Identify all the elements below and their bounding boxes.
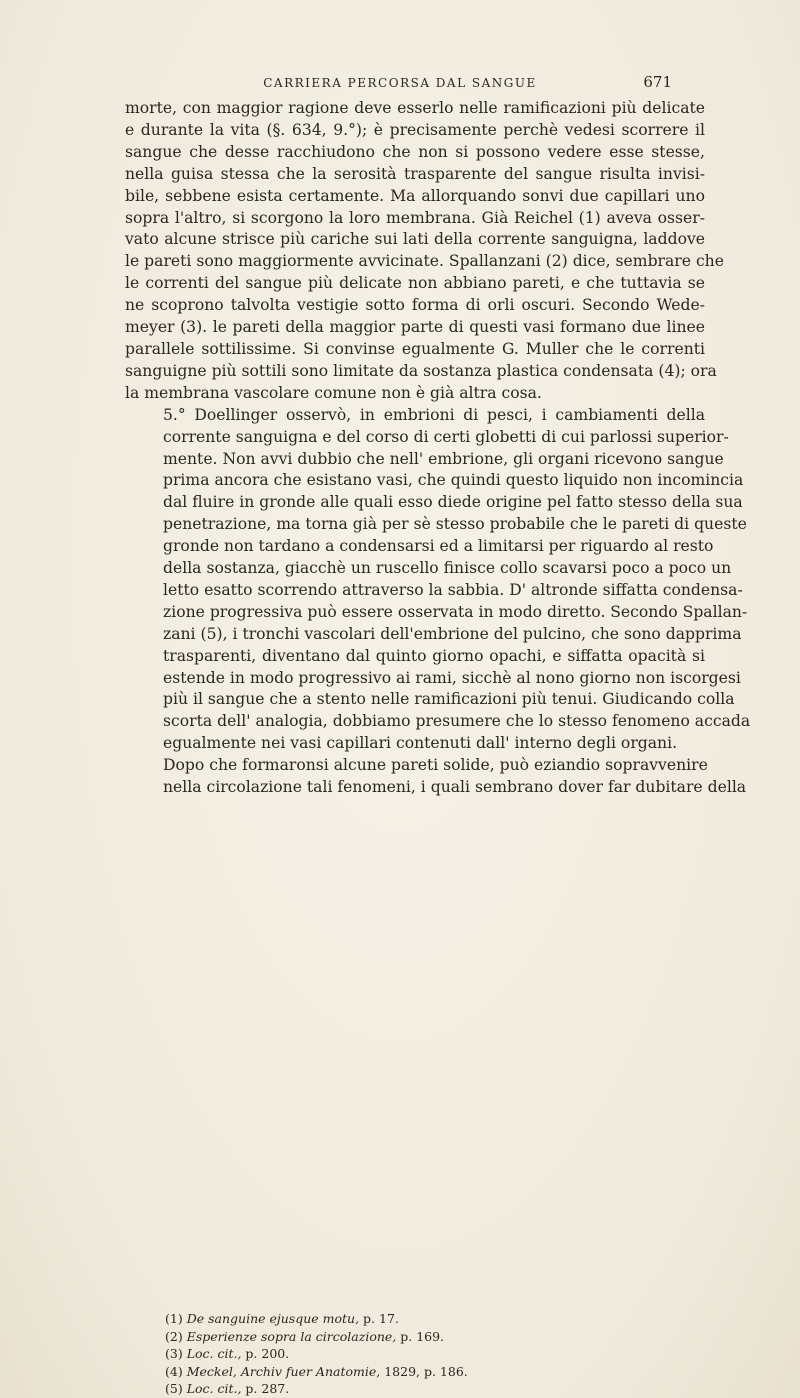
footnote-mark: (5) (165, 1381, 183, 1396)
text-line: sangue che desse racchiudono che non si possono vedere esse stesse, (125, 142, 705, 161)
footnote (165, 1363, 625, 1381)
footnote (165, 1310, 625, 1328)
running-head: CARRIERA PERCORSA DAL SANGUE (263, 76, 537, 90)
footnote (165, 1345, 625, 1363)
page-header (0, 73, 800, 96)
text-line: sanguigne più sottili sono limitate da sostanza plastica condensata (4); ora (125, 361, 717, 380)
text-line: egualmente nei vasi capillari contenuti dall' interno degli organi. (163, 734, 678, 753)
footnote-mark: (3) (165, 1346, 183, 1361)
footnote-mark: (4) (165, 1363, 183, 1379)
text-line: ne scoprono talvolta vestigie sotto forma di orli oscuri. Secondo Wede- (125, 296, 705, 315)
text-line: morte, con maggior ragione deve esserlo nelle ramificazioni più delicate (125, 99, 705, 117)
footnote-source: Esperienze sopra la circolazione, (186, 1328, 397, 1344)
text-line: zione progressiva può essere osservata in modo diretto. Secondo Spallan- (163, 602, 748, 621)
text-line: letto esatto scorrendo attraverso la sabbia. D' altronde siffatta condensa- (163, 580, 743, 599)
footnote-mark: (1) (165, 1311, 183, 1326)
text-line: penetrazione, ma torna già per sè stesso probabile che le pareti di queste (163, 515, 747, 534)
text-line: parallele sottilissime. Si convinse egualmente G. Muller che le correnti (125, 339, 705, 358)
text-line: trasparenti, diventano dal quinto giorno opachi, e siffatta opacità si (163, 646, 705, 665)
text-line: Dopo che formaronsi alcune pareti solide, può eziandio sopravvenire (163, 756, 708, 775)
text-line: gronde non tardano a condensarsi ed a limitarsi per riguardo al resto (163, 537, 714, 556)
text-line: prima ancora che esistano vasi, che quindi questo liquido non incomincia (163, 471, 744, 490)
text-line: bile, sebbene esista certamente. Ma allorquando sonvi due capillari uno (125, 186, 705, 205)
text-line: nella guisa stessa che la serosità trasparente del sangue risulta invisi- (125, 164, 705, 183)
footnote (165, 1380, 625, 1398)
footnote-reference: p. 17. (359, 1311, 399, 1326)
footnote-source: De sanguine ejusque motu, (186, 1311, 360, 1326)
footnote-reference: p. 169. (396, 1328, 445, 1344)
footnote-source: Meckel, Archiv fuer Anatomie, (186, 1363, 381, 1379)
text-line: la membrana vascolare comune non è già altra cosa. (125, 383, 542, 402)
text-line: della sostanza, giacchè un ruscello finisce collo scavarsi poco a poco un (163, 559, 732, 578)
footnote-mark: (2) (165, 1328, 183, 1344)
text-line: 5.° Doellinger osservò, in embrioni di pesci, i cambiamenti della (163, 405, 705, 424)
text-line: le correnti del sangue più delicate non abbiano pareti, e che tuttavia se (125, 274, 705, 293)
page-number: 671 (643, 73, 672, 91)
text-line: zani (5), i tronchi vascolari dell'embrione del pulcino, che sono dapprima (163, 624, 742, 643)
paragraph (125, 405, 751, 756)
footnote-reference: p. 287. (241, 1381, 290, 1396)
text-line: vato alcune strisce più cariche sui lati della corrente sanguigna, laddove (125, 230, 705, 249)
footnote-source: Loc. cit., (186, 1381, 242, 1396)
footnote (165, 1328, 625, 1346)
paragraph (125, 98, 724, 405)
text-line: sopra l'altro, si scorgono la loro membrana. Già Reichel (1) aveva osser- (125, 208, 705, 227)
text-line: scorta dell' analogia, dobbiamo presumere che lo stesso fenomeno accada (163, 712, 751, 731)
footnote-reference: p. 200. (241, 1346, 290, 1361)
text-line: mente. Non avvi dubbio che nell' embrione, gli organi ricevono sangue (163, 449, 724, 468)
text-line: le pareti sono maggiormente avvicinate. Spallanzani (2) dice, sembrare che (125, 252, 724, 271)
text-line: nella circolazione tali fenomeni, i quali sembrano dover far dubitare della (163, 778, 747, 797)
footnote-source: Loc. cit., (186, 1346, 242, 1361)
text-line: dal fluire in gronde alle quali esso diede origine pel fatto stesso della sua (163, 493, 743, 512)
footnotes (165, 1310, 625, 1398)
text-line: corrente sanguigna e del corso di certi globetti di cui parlossi superior- (163, 427, 729, 446)
paragraph (125, 755, 747, 799)
text-line: estende in modo progressivo ai rami, sicchè al nono giorno non iscorgesi (163, 668, 741, 687)
body-text (125, 98, 751, 799)
text-line: e durante la vita (§. 634, 9.°); è precisamente perchè vedesi scorrere il (125, 120, 705, 139)
footnote-reference: 1829, p. 186. (380, 1363, 468, 1379)
text-line: meyer (3). le pareti della maggior parte di questi vasi formano due linee (125, 318, 705, 337)
text-line: più il sangue che a stento nelle ramificazioni più tenui. Giudicando colla (163, 690, 735, 709)
